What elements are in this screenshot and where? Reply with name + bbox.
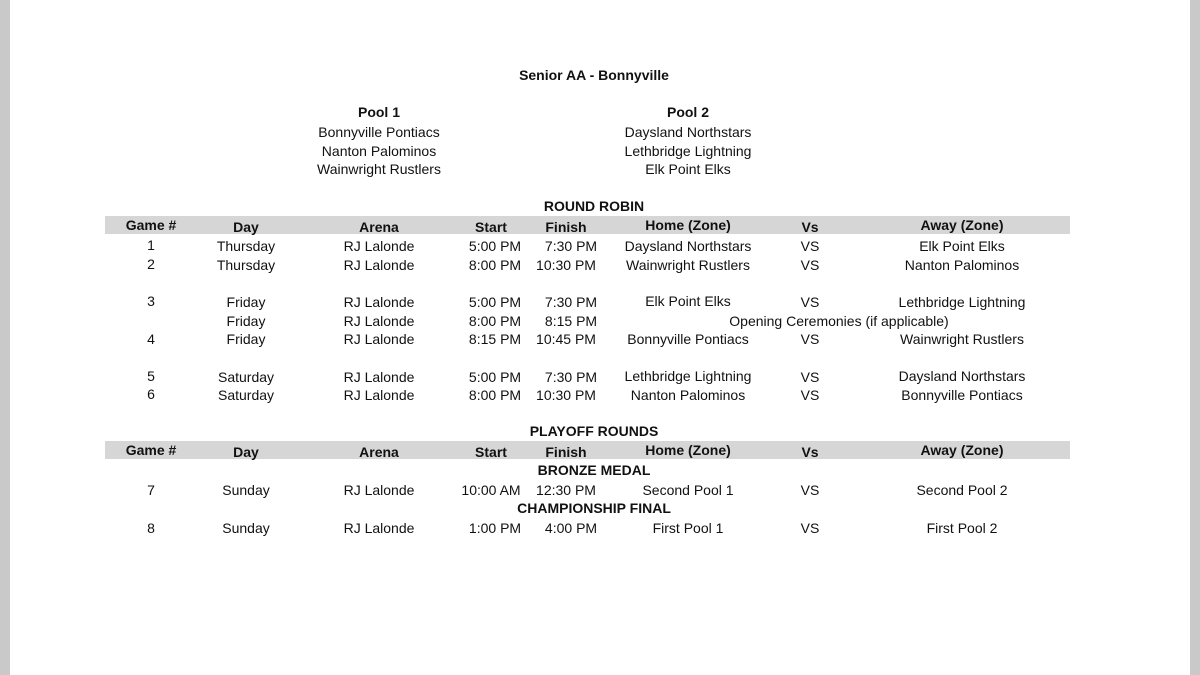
page-title: Senior AA - Bonnyville <box>519 67 669 83</box>
cell-vs: VS <box>800 331 820 347</box>
cell-game: 3 <box>147 293 155 309</box>
cell-away: Elk Point Elks <box>919 238 1005 254</box>
cell-away: Wainwright Rustlers <box>900 331 1024 347</box>
cell-home: Daysland Northstars <box>624 238 752 254</box>
cell-arena: RJ Lalonde <box>343 331 415 347</box>
cell-vs: VS <box>800 482 820 498</box>
cell-away: Second Pool 2 <box>916 482 1008 498</box>
cell-arena: RJ Lalonde <box>343 369 415 385</box>
cell-home: Wainwright Rustlers <box>626 257 750 273</box>
cell-finish: 7:30 PM <box>544 369 598 385</box>
cell-vs: VS <box>800 294 820 310</box>
cell-arena: RJ Lalonde <box>343 313 415 329</box>
cell-finish: 7:30 PM <box>544 294 598 310</box>
cell-day: Friday <box>226 294 266 310</box>
pool-2-team: Elk Point Elks <box>645 161 731 177</box>
cell-finish: 4:00 PM <box>544 520 598 536</box>
pool-2-team: Daysland Northstars <box>624 124 752 140</box>
cell-start: 8:00 PM <box>468 313 522 329</box>
column-header-away: Away (Zone) <box>920 217 1004 233</box>
pool-1-heading: Pool 1 <box>357 104 401 120</box>
cell-game: 5 <box>147 368 155 384</box>
column-header-home: Home (Zone) <box>645 442 731 458</box>
cell-home: Nanton Palominos <box>630 387 746 403</box>
cell-day: Thursday <box>216 257 276 273</box>
cell-day: Saturday <box>217 387 275 403</box>
pool-1-team: Wainwright Rustlers <box>317 161 441 177</box>
cell-arena: RJ Lalonde <box>343 257 415 273</box>
cell-game: 6 <box>147 386 155 402</box>
cell-game: 2 <box>147 256 155 272</box>
cell-away: Lethbridge Lightning <box>898 294 1026 310</box>
cell-game: 4 <box>147 331 155 347</box>
cell-day: Thursday <box>216 238 276 254</box>
column-header-game: Game # <box>125 217 177 233</box>
cell-arena: RJ Lalonde <box>343 520 415 536</box>
cell-day: Friday <box>226 331 266 347</box>
pool-2-heading: Pool 2 <box>666 104 710 120</box>
cell-start: 5:00 PM <box>468 369 522 385</box>
cell-start: 8:00 PM <box>468 257 522 273</box>
cell-home: First Pool 1 <box>652 520 724 536</box>
cell-game: 1 <box>147 237 155 253</box>
column-header-home: Home (Zone) <box>645 217 731 233</box>
championship-final-heading: CHAMPIONSHIP FINAL <box>517 500 671 516</box>
pool-2-team: Lethbridge Lightning <box>624 143 752 159</box>
column-header-start: Start <box>475 444 507 460</box>
cell-day: Saturday <box>217 369 275 385</box>
cell-vs: VS <box>800 238 820 254</box>
bronze-medal-heading: BRONZE MEDAL <box>537 462 651 478</box>
cell-finish: 10:45 PM <box>536 331 596 347</box>
column-header-finish: Finish <box>545 219 587 235</box>
column-header-finish: Finish <box>545 444 587 460</box>
cell-start: 8:15 PM <box>468 331 522 347</box>
column-header-day: Day <box>233 444 259 460</box>
cell-day: Friday <box>226 313 266 329</box>
cell-finish: 8:15 PM <box>544 313 598 329</box>
cell-vs: VS <box>800 369 820 385</box>
column-header-arena: Arena <box>359 444 399 460</box>
cell-start: 5:00 PM <box>468 294 522 310</box>
cell-start: 10:00 AM <box>461 482 521 498</box>
cell-vs: VS <box>800 387 820 403</box>
playoff-rounds-heading: PLAYOFF ROUNDS <box>529 423 659 439</box>
cell-game: 8 <box>147 520 155 536</box>
cell-start: 8:00 PM <box>468 387 522 403</box>
cell-day: Sunday <box>222 482 270 498</box>
cell-start: 5:00 PM <box>468 238 522 254</box>
round-robin-heading: ROUND ROBIN <box>543 198 645 214</box>
cell-day: Sunday <box>222 520 270 536</box>
cell-away: Bonnyville Pontiacs <box>901 387 1023 403</box>
cell-arena: RJ Lalonde <box>343 387 415 403</box>
cell-finish: 10:30 PM <box>536 257 596 273</box>
column-header-start: Start <box>475 219 507 235</box>
cell-away: Daysland Northstars <box>898 368 1026 384</box>
column-header-game: Game # <box>125 442 177 458</box>
column-header-vs: Vs <box>801 219 819 235</box>
cell-away: Nanton Palominos <box>904 257 1020 273</box>
cell-home: Bonnyville Pontiacs <box>627 331 749 347</box>
cell-start: 1:00 PM <box>468 520 522 536</box>
cell-finish: 7:30 PM <box>544 238 598 254</box>
opening-ceremonies-note: Opening Ceremonies (if applicable) <box>729 313 949 329</box>
cell-game: 7 <box>147 482 155 498</box>
cell-arena: RJ Lalonde <box>343 482 415 498</box>
cell-vs: VS <box>800 520 820 536</box>
pool-1-team: Nanton Palominos <box>321 143 437 159</box>
cell-arena: RJ Lalonde <box>343 294 415 310</box>
cell-finish: 12:30 PM <box>536 482 596 498</box>
cell-finish: 10:30 PM <box>536 387 596 403</box>
column-header-day: Day <box>233 219 259 235</box>
cell-vs: VS <box>800 257 820 273</box>
column-header-arena: Arena <box>359 219 399 235</box>
cell-arena: RJ Lalonde <box>343 238 415 254</box>
column-header-away: Away (Zone) <box>920 442 1004 458</box>
cell-home: Second Pool 1 <box>642 482 734 498</box>
cell-home: Elk Point Elks <box>645 293 731 309</box>
column-header-vs: Vs <box>801 444 819 460</box>
cell-home: Lethbridge Lightning <box>624 368 752 384</box>
cell-away: First Pool 2 <box>926 520 998 536</box>
pool-1-team: Bonnyville Pontiacs <box>318 124 440 140</box>
